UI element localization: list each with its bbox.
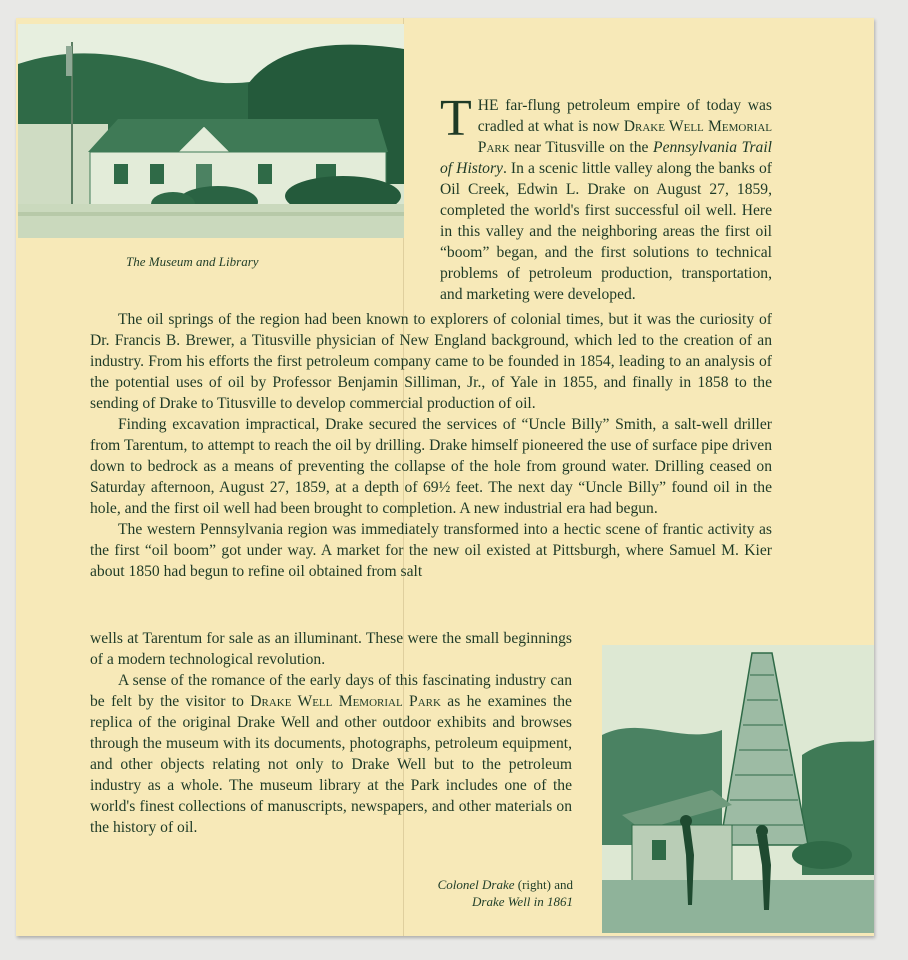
- museum-library-photo: [18, 24, 404, 238]
- paragraph-romance: [90, 670, 572, 838]
- museum-photo-caption: The Museum and Library: [126, 254, 259, 269]
- caption-right-and: (right) and: [514, 877, 573, 892]
- caption-colonel-drake: Colonel Drake: [437, 877, 515, 892]
- romance-text-2: as he examines the replica of the original Drake Well and other outdoor exhibits and browses through the museum with its documents, photographs, petroleum equipment, and other objects relating not only to Drake Well but to the petroleum industry as a whole. The museum library at the Park includes one of the world's finest collections of manuscripts, newspapers, and other materials on the history of oil.: [90, 693, 572, 836]
- park-name: Drake Well Memorial Park: [477, 118, 772, 156]
- trail-name: Pennsylvania Trail of History: [440, 139, 772, 177]
- romance-text-1: A sense of the romance of the early days of this fascinating industry can be felt by the visitor to: [90, 672, 572, 710]
- caption-drake-well-1861: Drake Well in 1861: [472, 894, 573, 909]
- intro-text-3: . In a scenic little valley along the banks of Oil Creek, Edwin L. Drake on August 27, 1859, completed the world's first successful oil well. Here in this valley and the neighboring areas the first oil “boom” began, and the first solutions to technical problems of petroleum production, transportation, and marketing were developed.: [440, 160, 772, 303]
- intro-text-1: HE far-flung petroleum empire of today was cradled at what is now: [477, 97, 772, 135]
- drake-well-photo: [602, 645, 874, 933]
- paragraph-oil-boom-cont: wells at Tarentum for sale as an illuminant. These were the small beginnings of a modern technological revolution.: [90, 630, 572, 668]
- lower-text: [90, 628, 572, 838]
- intro-paragraph: [440, 90, 772, 305]
- drake-photo-caption: [380, 876, 573, 910]
- drop-cap: T: [440, 90, 472, 147]
- intro-text-2: near Titusville on the: [509, 139, 654, 156]
- paragraph-oil-boom: The western Pennsylvania region was immediately transformed into a hectic scene of frantic activity as the first “oil boom” got under way. A market for the new oil existed at Pittsburgh, where Samuel M. Kier about 1850 had begun to refine oil obtained from salt: [90, 521, 772, 580]
- body-text: [90, 288, 772, 582]
- park-name-2: Drake Well Memorial Park: [250, 693, 441, 710]
- paragraph-drilling: Finding excavation impractical, Drake secured the services of “Uncle Billy” Smith, a salt-well driller from Tarentum, to attempt to reach the oil by drilling. Drake himself pioneered the use of surface pipe driven down to bedrock as a means of preventing the collapse of the hole from ground water. Drilling ceased on Saturday afternoon, August 27, 1859, at a depth of 69½ feet. The next day “Uncle Billy” found oil in the hole, and the first oil well had been brought to completion. A new industrial era had begun.: [90, 416, 772, 517]
- paragraph-brewer: The oil springs of the region had been known to explorers of colonial times, but it was the curiosity of Dr. Francis B. Brewer, a Titusville physician of New England background, which led to the creation of an industry. From his efforts the first petroleum company came to be founded in 1854, leading to an analysis of the potential uses of oil by Professor Benjamin Silliman, Jr., of Yale in 1855, and finally in 1858 to the sending of Drake to Titusville to develop commercial production of oil.: [90, 311, 772, 412]
